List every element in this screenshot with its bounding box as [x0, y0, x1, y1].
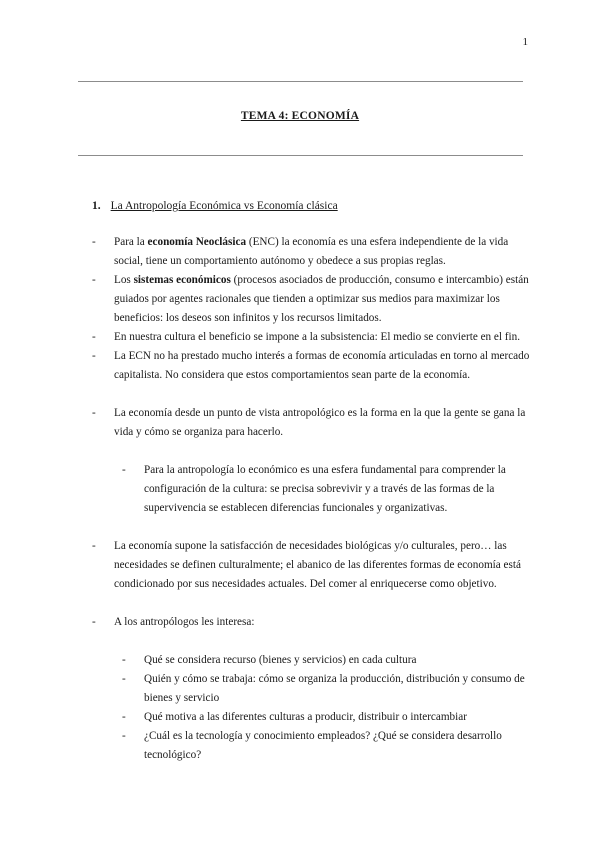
economic-systems-list [92, 233, 532, 385]
list-item: - ¿Cuál es la tecnología y conocimiento empleados? ¿Qué se considera desarrollo tecnológico? [122, 727, 532, 765]
document-title: TEMA 4: ECONOMÍA [240, 110, 360, 122]
nested-list [122, 461, 532, 518]
list-item: - La ECN no ha prestado mucho interés a formas de economía articuladas en torno al mercado capitalista. No considera que estos comportamientos sean parte de la economía. [92, 347, 532, 385]
list-item: - La economía supone la satisfacción de necesidades biológicas y/o culturales, pero… las necesidades se definen culturalmente; el abanico de las diferentes formas de economía está condicionado por sus necesidades actuales. Del comer al enriquecerse como objetivo. [92, 537, 532, 594]
anthropology-definition-list [92, 404, 532, 442]
section-heading-text: La Antropología Económica vs Economía clásica [110, 200, 338, 212]
section-number: 1. [92, 200, 101, 212]
list-item: - Para la economía Neoclásica (ENC) la economía es una esfera independiente de la vida social, tiene un comportamiento autónomo y obedece a sus propias reglas. [92, 233, 532, 271]
list-item: - En nuestra cultura el beneficio se impone a la subsistencia: El medio se convierte en el fin. [92, 328, 532, 347]
needs-list [92, 537, 532, 594]
list-item: - Los sistemas económicos (procesos asociados de producción, consumo e intercambio) están guiados por agentes racionales que tienden a optimizar sus medios para maximizar los beneficios: los deseos son infinitos y los recursos limitados. [92, 271, 532, 328]
list-item: - Qué motiva a las diferentes culturas a producir, distribuir o intercambiar [122, 708, 532, 727]
list-item: - La economía desde un punto de vista antropológico es la forma en la que la gente se gana la vida y cómo se organiza para hacerlo. [92, 404, 532, 442]
top-divider [78, 81, 523, 82]
page-number: 1 [522, 36, 528, 48]
bottom-divider [78, 155, 523, 156]
interests-list [92, 613, 532, 632]
list-item: - Para la antropología lo económico es una esfera fundamental para comprender la configuración de la cultura: se precisa sobrevivir y a través de las formas de la supervivencia se establecen diferencias funcionales y organizativas. [122, 461, 532, 518]
list-item: - Qué se considera recurso (bienes y servicios) en cada cultura [122, 651, 532, 670]
list-item: - A los antropólogos les interesa: [92, 613, 532, 632]
section-heading [92, 200, 338, 212]
document-body [92, 233, 532, 765]
list-item: - Quién y cómo se trabaja: cómo se organiza la producción, distribución y consumo de bienes y servicio [122, 670, 532, 708]
interests-nested-list [122, 651, 532, 765]
